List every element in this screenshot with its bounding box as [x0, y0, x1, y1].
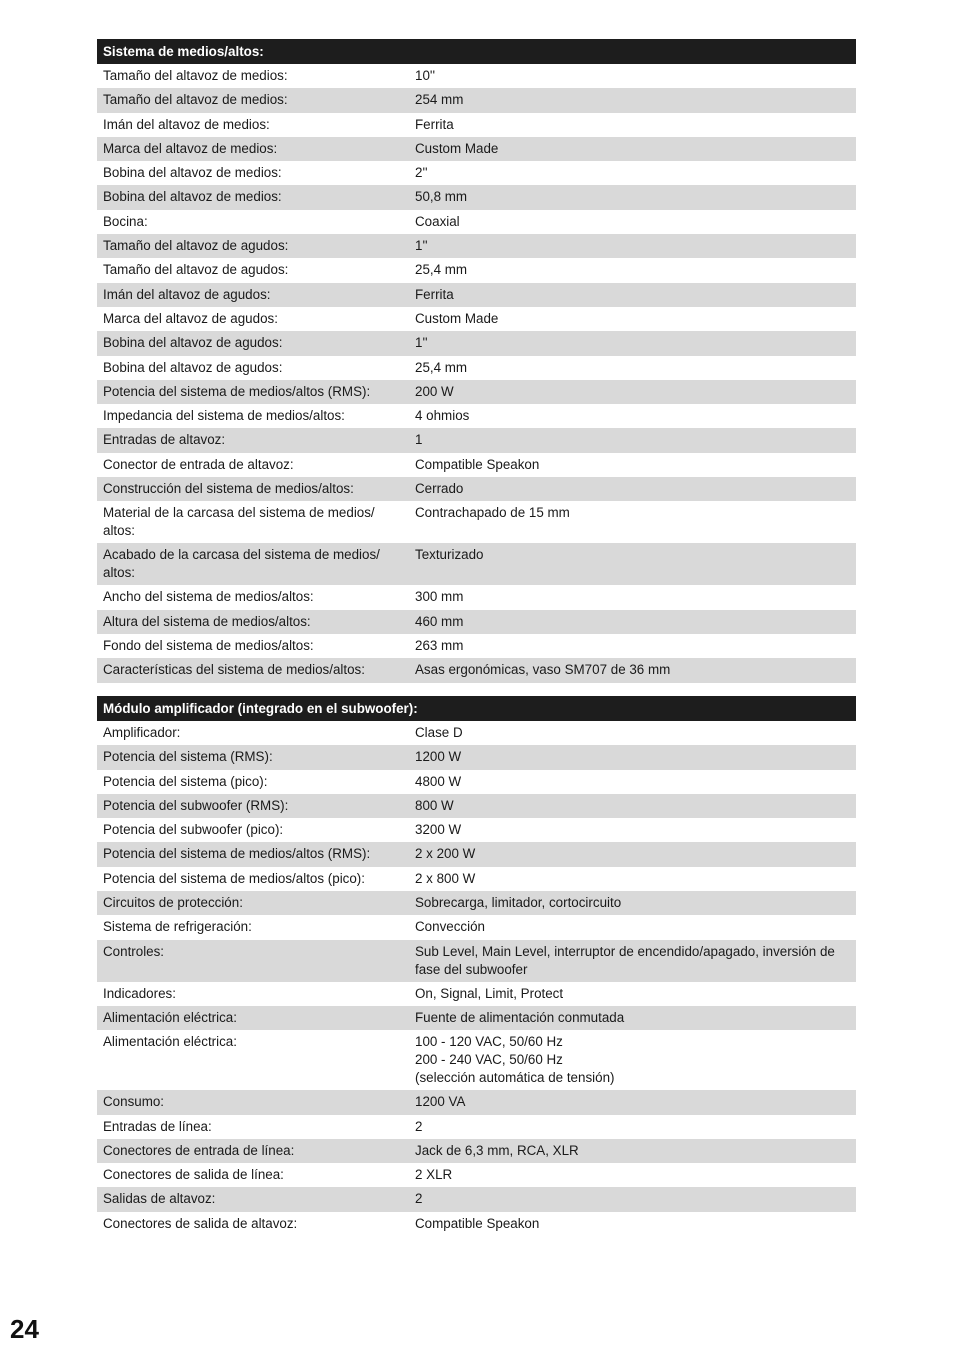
spec-label: Tamaño del altavoz de medios:	[103, 68, 288, 83]
spec-label: Amplificador:	[103, 725, 181, 740]
table-row	[97, 867, 856, 891]
spec-value: 1200 W	[415, 749, 462, 765]
spec-label: Conectores de salida de altavoz:	[103, 1215, 298, 1231]
spec-label: Material de la carcasa del sistema de medios/ altos:	[103, 505, 375, 539]
spec-label: Potencia del sistema (RMS):	[103, 749, 273, 765]
spec-value: 460 mm	[415, 613, 464, 629]
spec-label: Potencia del subwoofer (pico):	[103, 822, 284, 838]
table-row	[97, 1030, 856, 1090]
table-body	[97, 721, 856, 1236]
table-row	[97, 543, 856, 585]
spec-value: Sobrecarga, limitador, cortocircuito	[415, 895, 622, 911]
spec-label: Entradas de línea:	[103, 1118, 212, 1134]
spec-label: Conector de entrada de altavoz:	[103, 456, 294, 472]
spec-value: 10''	[415, 68, 436, 83]
table-row	[97, 1212, 856, 1236]
spec-value: 2	[415, 1191, 423, 1207]
spec-label: Potencia del subwoofer (RMS):	[103, 797, 289, 813]
table-row	[97, 161, 856, 185]
table-row	[97, 721, 856, 745]
spec-value: 25,4 mm	[415, 262, 468, 278]
spec-label: Entradas de altavoz:	[103, 432, 226, 448]
spec-value: 1200 VA	[415, 1094, 466, 1110]
spec-value: 2 x 200 W	[415, 846, 476, 862]
spec-value: On, Signal, Limit, Protect	[415, 985, 564, 1001]
spec-label: Tamaño del altavoz de agudos:	[103, 238, 289, 254]
spec-value: Fuente de alimentación conmutada	[415, 1009, 625, 1025]
table-row	[97, 234, 856, 258]
spec-value: 2''	[415, 165, 428, 181]
page-number: 24	[10, 1314, 39, 1344]
table-row	[97, 770, 856, 794]
table-row	[97, 658, 856, 682]
spec-label: Acabado de la carcasa del sistema de medios/ altos:	[103, 547, 380, 581]
table-row	[97, 1187, 856, 1211]
table-row	[97, 64, 856, 88]
spec-value: Compatible Speakon	[415, 1215, 540, 1231]
spec-label: Construcción del sistema de medios/altos:	[103, 481, 354, 497]
spec-value: 300 mm	[415, 589, 464, 605]
spec-label: Bobina del altavoz de agudos:	[103, 335, 283, 351]
spec-label: Potencia del sistema de medios/altos (RMS):	[103, 846, 371, 862]
spec-value: Convección	[415, 919, 485, 935]
spec-label: Impedancia del sistema de medios/altos:	[103, 408, 345, 424]
spec-label: Bobina del altavoz de medios:	[103, 165, 282, 181]
spec-label: Potencia del sistema (pico):	[103, 773, 268, 789]
spec-label: Tamaño del altavoz de medios:	[103, 92, 288, 108]
spec-value: Custom Made	[415, 310, 499, 326]
table-row	[97, 501, 856, 543]
table-row	[97, 137, 856, 161]
spec-value: 4800 W	[415, 773, 462, 789]
table-row	[97, 1139, 856, 1163]
spec-label: Conectores de entrada de línea:	[103, 1142, 295, 1158]
spec-value: Clase D	[415, 725, 463, 740]
spec-label: Alimentación eléctrica:	[103, 1009, 237, 1025]
spec-value: Cerrado	[415, 481, 464, 497]
table-row	[97, 745, 856, 769]
table-row	[97, 477, 856, 501]
spec-label: Potencia del sistema de medios/altos (pico):	[103, 870, 365, 886]
table-row	[97, 982, 856, 1006]
table-row	[97, 940, 856, 982]
spec-label: Fondo del sistema de medios/altos:	[103, 637, 314, 653]
table-row	[97, 1115, 856, 1139]
spec-value: 1	[415, 432, 423, 448]
table-row	[97, 88, 856, 112]
spec-value: Asas ergonómicas, vaso SM707 de 36 mm	[415, 662, 671, 678]
table-row	[97, 818, 856, 842]
table-row	[97, 380, 856, 404]
table-row	[97, 634, 856, 658]
spec-table-mid-high	[97, 39, 856, 683]
table-row	[97, 331, 856, 355]
table-header: Módulo amplificador (integrado en el subwoofer):	[97, 696, 856, 721]
spec-value: 200 W	[415, 383, 454, 399]
spec-label: Potencia del sistema de medios/altos (RMS):	[103, 383, 371, 399]
spec-label: Controles:	[103, 943, 165, 959]
table-row	[97, 356, 856, 380]
spec-value: 1''	[415, 335, 428, 351]
spec-value: 2 x 800 W	[415, 870, 476, 886]
spec-value: 263 mm	[415, 637, 464, 653]
table-row	[97, 428, 856, 452]
spec-label: Bocina:	[103, 213, 148, 229]
spec-table-amplifier	[97, 696, 856, 1236]
table-row	[97, 1163, 856, 1187]
table-row	[97, 842, 856, 866]
table-row	[97, 258, 856, 282]
spec-label: Alimentación eléctrica:	[103, 1034, 237, 1050]
spec-label: Bobina del altavoz de medios:	[103, 189, 282, 205]
spec-value: Contrachapado de 15 mm	[415, 505, 570, 521]
spec-value: Sub Level, Main Level, interruptor de encendido/apagado, inversión de fase del subwoofer	[415, 943, 835, 977]
table-header: Sistema de medios/altos:	[97, 39, 856, 64]
table-body	[97, 64, 856, 683]
table-row	[97, 1090, 856, 1114]
spec-value: 4 ohmios	[415, 408, 470, 424]
spec-label: Circuitos de protección:	[103, 895, 243, 911]
spec-label: Sistema de refrigeración:	[103, 919, 252, 935]
table-row	[97, 404, 856, 428]
spec-label: Salidas de altavoz:	[103, 1191, 216, 1207]
table-row	[97, 185, 856, 209]
spec-value: Texturizado	[415, 547, 484, 563]
spec-label: Tamaño del altavoz de agudos:	[103, 262, 289, 278]
table-row	[97, 453, 856, 477]
spec-label: Indicadores:	[103, 985, 176, 1001]
spec-label: Consumo:	[103, 1094, 165, 1110]
spec-label: Bobina del altavoz de agudos:	[103, 359, 283, 375]
spec-value: 100 - 120 VAC, 50/60 Hz 200 - 240 VAC, 50/60 Hz (selección automática de tensión)	[415, 1034, 615, 1086]
spec-label: Marca del altavoz de medios:	[103, 140, 278, 156]
table-row	[97, 1006, 856, 1030]
spec-value: 254 mm	[415, 92, 464, 108]
spec-value: Ferrita	[415, 286, 454, 302]
spec-value: 2	[415, 1118, 423, 1134]
spec-label: Imán del altavoz de medios:	[103, 116, 270, 132]
spec-value: Coaxial	[415, 213, 460, 229]
table-row	[97, 794, 856, 818]
spec-value: 800 W	[415, 797, 454, 813]
table-row	[97, 113, 856, 137]
spec-value: 3200 W	[415, 822, 462, 838]
table-row	[97, 585, 856, 609]
spec-label: Altura del sistema de medios/altos:	[103, 613, 311, 629]
table-row	[97, 891, 856, 915]
spec-label: Marca del altavoz de agudos:	[103, 310, 278, 326]
spec-value: 2 XLR	[415, 1167, 453, 1183]
table-row	[97, 915, 856, 939]
spec-label: Ancho del sistema de medios/altos:	[103, 589, 314, 605]
spec-label: Características del sistema de medios/altos:	[103, 662, 365, 678]
spec-label: Imán del altavoz de agudos:	[103, 286, 271, 302]
spec-value: 25,4 mm	[415, 359, 468, 375]
spec-value: 50,8 mm	[415, 189, 468, 205]
table-row	[97, 283, 856, 307]
spec-value: 1''	[415, 238, 428, 254]
spec-value: Custom Made	[415, 140, 499, 156]
spec-value: Compatible Speakon	[415, 456, 540, 472]
spec-value: Jack de 6,3 mm, RCA, XLR	[415, 1142, 579, 1158]
spec-label: Conectores de salida de línea:	[103, 1167, 284, 1183]
table-row	[97, 610, 856, 634]
spec-value: Ferrita	[415, 116, 454, 132]
table-row	[97, 210, 856, 234]
table-row	[97, 307, 856, 331]
